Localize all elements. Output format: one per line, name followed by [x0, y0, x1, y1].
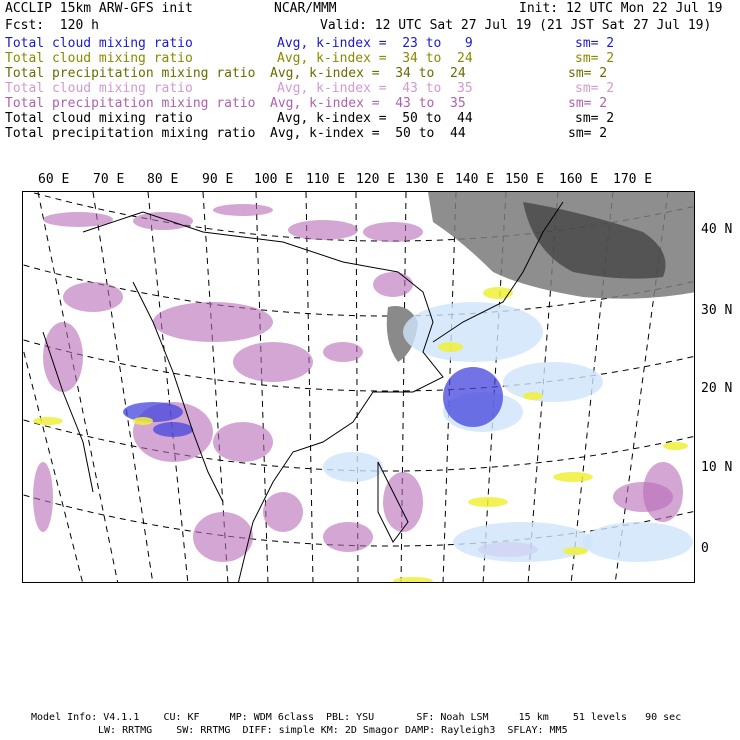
cloud-yellow-patch — [133, 417, 153, 425]
precipitation-purple-patch — [643, 462, 683, 522]
longitude-label: 80 E — [147, 172, 179, 187]
meridian-line — [38, 192, 118, 583]
meridian-line — [256, 192, 268, 583]
legend-field-avg: Avg, k-index = 43 to 35 — [277, 81, 473, 96]
latitude-label: 20 N — [701, 381, 733, 396]
cloud-light-blue-patch — [583, 522, 693, 562]
longitude-label: 70 E — [93, 172, 125, 187]
cloud-yellow-patch — [553, 472, 593, 482]
legend-field-smoothing: sm= 2 — [575, 36, 615, 51]
cloud-light-blue-patch — [503, 362, 603, 402]
longitude-label: 160 E — [559, 172, 599, 187]
legend-field-avg: Avg, k-index = 23 to 9 — [277, 36, 473, 51]
map-canvas — [23, 192, 695, 583]
cloud-yellow-patch — [563, 547, 588, 555]
legend-field-avg: Avg, k-index = 34 to 24 — [277, 51, 473, 66]
latitude-label: 40 N — [701, 222, 733, 237]
precipitation-purple-patch — [373, 272, 413, 297]
legend-field-avg: Avg, k-index = 34 to 24 — [270, 66, 466, 81]
longitude-label: 170 E — [613, 172, 653, 187]
precipitation-purple-patch — [213, 422, 273, 462]
precipitation-purple-patch — [43, 322, 83, 392]
coastline-asia — [83, 212, 443, 583]
legend-field-smoothing: sm= 2 — [568, 66, 608, 81]
precipitation-purple-patch — [233, 342, 313, 382]
precipitation-purple-patch — [263, 492, 303, 532]
precipitation-purple-patch — [323, 342, 363, 362]
precipitation-purple-patch — [288, 220, 358, 240]
legend-field-avg: Avg, k-index = 50 to 44 — [277, 111, 473, 126]
map-panel — [22, 191, 695, 583]
organization-label: NCAR/MMM — [274, 1, 337, 16]
latitude-label: 30 N — [701, 303, 733, 318]
cloud-light-blue-patch — [323, 452, 383, 482]
legend-field-name: Total cloud mixing ratio — [5, 51, 193, 66]
precipitation-purple-patch — [213, 204, 273, 216]
longitude-label: 150 E — [505, 172, 545, 187]
meridian-line — [23, 192, 83, 583]
precipitation-purple-patch — [363, 222, 423, 242]
legend-field-avg: Avg, k-index = 43 to 35 — [270, 96, 466, 111]
legend-field-name: Total precipitation mixing ratio — [5, 96, 256, 111]
meridian-line — [148, 192, 188, 583]
cloud-yellow-patch — [523, 392, 543, 400]
legend-field-name: Total cloud mixing ratio — [5, 111, 193, 126]
longitude-label: 90 E — [202, 172, 234, 187]
precipitation-purple-patch — [43, 212, 113, 227]
latitude-label: 0 — [701, 541, 709, 556]
precipitation-purple-patch — [33, 462, 53, 532]
legend-field-avg: Avg, k-index = 50 to 44 — [270, 126, 466, 141]
legend-field-name: Total precipitation mixing ratio — [5, 66, 256, 81]
legend-field-smoothing: sm= 2 — [575, 111, 615, 126]
longitude-label: 60 E — [38, 172, 70, 187]
longitude-label: 120 E — [356, 172, 396, 187]
longitude-label: 110 E — [306, 172, 346, 187]
precipitation-purple-patch — [133, 212, 193, 230]
precipitation-purple-patch — [323, 522, 373, 552]
cloud-blue-patch — [153, 422, 193, 437]
legend-field-smoothing: sm= 2 — [568, 126, 608, 141]
cloud-blue-patch — [443, 367, 503, 427]
legend-field-name: Total precipitation mixing ratio — [5, 126, 256, 141]
cloud-yellow-patch — [468, 497, 508, 507]
longitude-label: 140 E — [455, 172, 495, 187]
cloud-yellow-patch — [393, 577, 433, 583]
legend-field-name: Total cloud mixing ratio — [5, 81, 193, 96]
legend-field-name: Total cloud mixing ratio — [5, 36, 193, 51]
cloud-yellow-patch — [663, 442, 688, 450]
precipitation-purple-patch — [383, 472, 423, 532]
longitude-label: 100 E — [254, 172, 294, 187]
legend-field-smoothing: sm= 2 — [575, 81, 615, 96]
model-title: ACCLIP 15km ARW-GFS init — [5, 1, 193, 16]
precipitation-purple-patch — [63, 282, 123, 312]
cloud-blue-patch — [123, 402, 183, 422]
cloud-yellow-patch — [438, 342, 463, 352]
meridian-line — [93, 192, 153, 583]
cloud-light-blue-patch — [453, 522, 593, 562]
valid-time: Valid: 12 UTC Sat 27 Jul 19 (21 JST Sat 27 Jul 19) — [320, 18, 712, 33]
longitude-label: 130 E — [405, 172, 445, 187]
model-info-line-2: LW: RRTMG SW: RRTMG DIFF: simple KM: 2D Smagor DAMP: Rayleigh3 SFLAY: MM5 — [98, 725, 568, 736]
legend-field-smoothing: sm= 2 — [575, 51, 615, 66]
legend-field-smoothing: sm= 2 — [568, 96, 608, 111]
model-info-line-1: Model Info: V4.1.1 CU: KF MP: WDM 6class PBL: YSU SF: Noah LSM 15 km 51 levels 90 sec — [31, 712, 682, 723]
precipitation-purple-patch — [153, 302, 273, 342]
precipitation-purple-patch — [193, 512, 253, 562]
forecast-hour: Fcst: 120 h — [5, 18, 99, 33]
latitude-label: 10 N — [701, 460, 733, 475]
cloud-yellow-patch — [33, 417, 63, 425]
init-time: Init: 12 UTC Mon 22 Jul 19 — [519, 1, 723, 16]
